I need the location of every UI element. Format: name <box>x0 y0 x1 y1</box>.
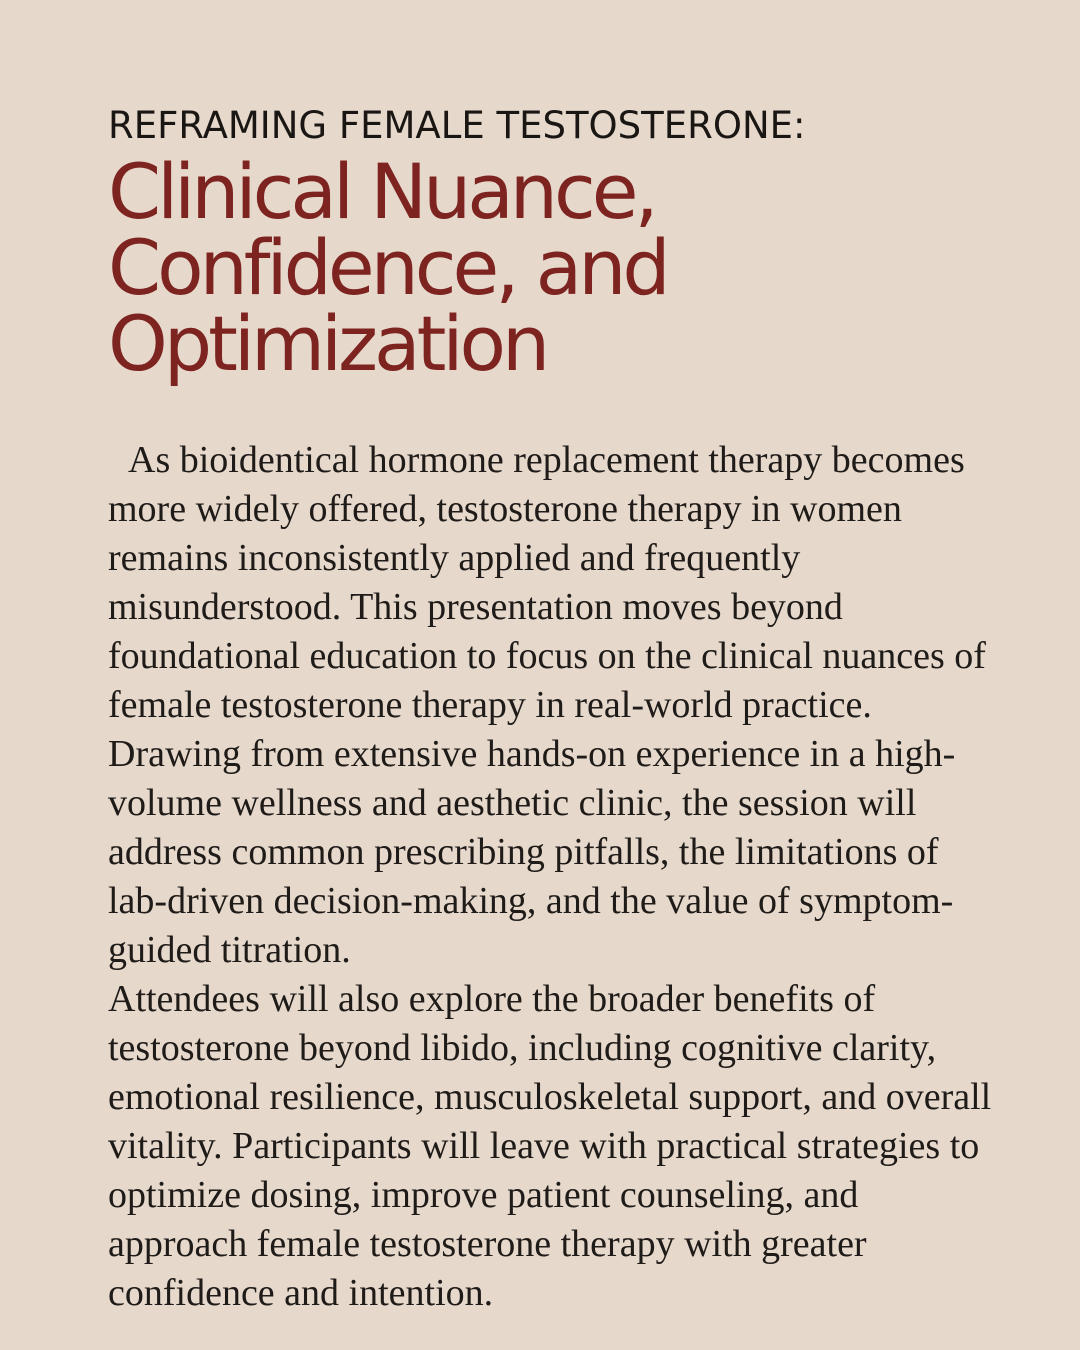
body-text <box>108 436 1000 1318</box>
title-line-1: Clinical Nuance, <box>108 147 655 236</box>
kicker-heading: REFRAMING FEMALE TESTOSTERONE: <box>108 104 806 147</box>
paragraph-benefits: Attendees will also explore the broader benefits of testosterone beyond libido, including cognitive clarity, emotional resilience, musculoskeletal support, and overall vitality. Participants will leave with practical strategies to optimize dosing, improve patient counseling, and approach female testosterone therapy with greater confidence and intention. <box>108 978 992 1314</box>
title-line-2: Confidence, and <box>108 223 667 312</box>
page-title <box>108 147 1000 388</box>
paragraph-intro: As bioidentical hormone replacement therapy becomes more widely offered, testosterone therapy in women remains inconsistently applied and frequently misunderstood. This presentation moves beyond foundational education to focus on the clinical nuances of female testosterone therapy in real-world practice. Drawing from extensive hands-on experience in a high-volume wellness and aesthetic clinic, the session will address common prescribing pitfalls, the limitations of lab-driven decision-making, and the value of symptom-guided titration. <box>108 439 986 971</box>
title-line-3: Optimization <box>108 299 547 388</box>
